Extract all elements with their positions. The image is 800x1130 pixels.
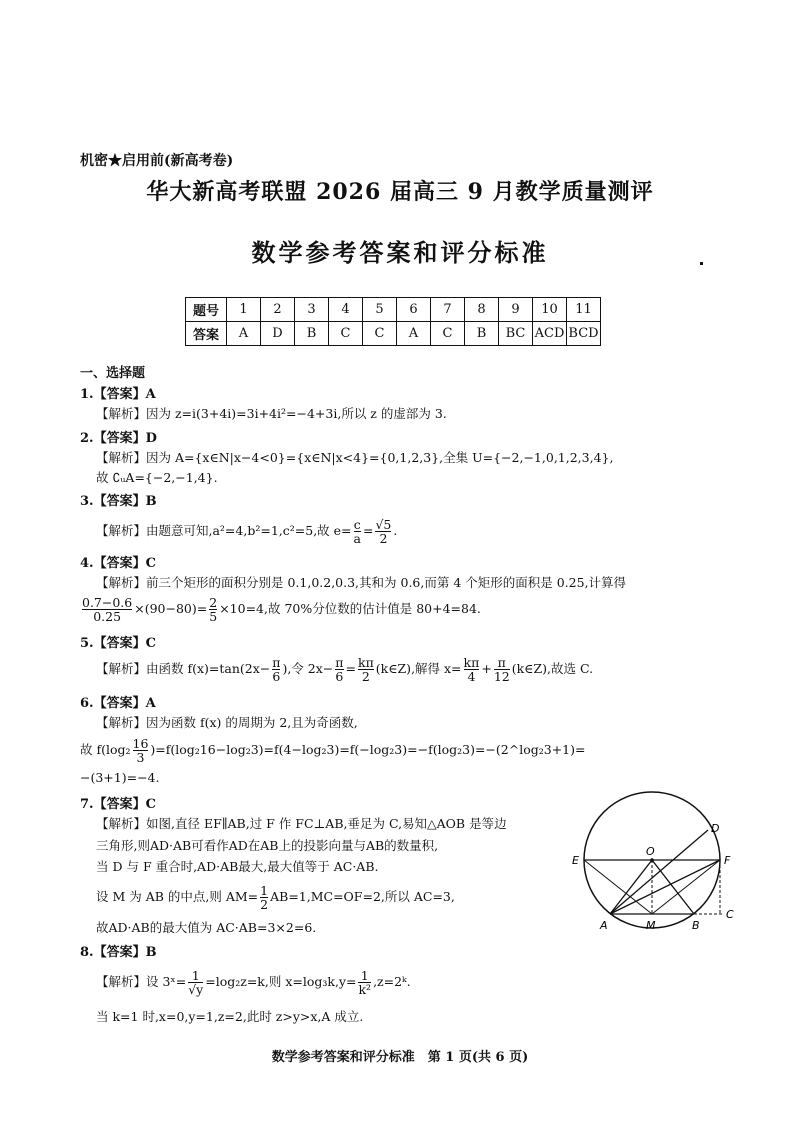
segment-mf (652, 860, 720, 914)
text-part: )=f(log₂16−log₂3)=f(4−log₂3)=f(−log₂3)=−f(log₂3)=−(2^log₂3+1)= (150, 742, 586, 757)
fraction (209, 596, 217, 623)
table-cell: A (397, 322, 431, 346)
q5-solution (96, 656, 593, 683)
table-cell: 7 (431, 298, 465, 322)
q3-solution (96, 518, 397, 545)
fraction (354, 518, 361, 545)
text-part: = (345, 661, 356, 676)
q7-solution-line5: 故AD·AB的最大值为 AC·AB=3×2=6. (96, 920, 317, 935)
label-f: F (724, 854, 731, 867)
row-label: 答案 (186, 322, 227, 346)
text-part: (k∈Z),解得 x= (375, 661, 462, 676)
numerator: π (335, 655, 344, 670)
fraction (375, 518, 391, 545)
numerator: 16 (132, 736, 149, 751)
q8-answer: 8.【答案】B (80, 945, 157, 960)
denominator: 6 (335, 669, 344, 684)
denominator: 2 (260, 897, 269, 912)
numerator: 1 (260, 883, 269, 898)
q8-solution-line1 (96, 969, 411, 996)
row-label: 题号 (186, 298, 227, 322)
table-cell: C (329, 322, 363, 346)
table-cell: A (227, 322, 261, 346)
table-cell: 9 (499, 298, 533, 322)
label-o: O (646, 845, 655, 858)
denominator: √y (188, 982, 204, 997)
label-d: D (711, 822, 720, 835)
table-cell: 5 (363, 298, 397, 322)
denominator: 6 (272, 669, 281, 684)
table-cell: C (431, 322, 465, 346)
q1-answer: 1.【答案】A (80, 387, 156, 402)
q7-solution-line3: 当 D 与 F 重合时,AD·AB最大,最大值等于 AC·AB. (96, 859, 379, 874)
segment-ob (652, 860, 694, 914)
q6-answer: 6.【答案】A (80, 696, 156, 711)
section-title: 一、选择题 (80, 366, 146, 381)
numerator: √5 (375, 517, 392, 532)
text-part: 【解析】由题意可知,a²=4,b²=1,c²=5,故 e= (96, 523, 352, 538)
numerator: kπ (358, 655, 374, 670)
text-part: 【解析】设 3ˣ= (96, 974, 187, 989)
q2-solution-line1: 【解析】因为 A={x∈N|x−4<0}={x∈N|x<4}={0,1,2,3},全集 U={−2,−1,0,1,2,3,4}, (96, 450, 614, 465)
answer-table (185, 297, 601, 346)
numerator: π (272, 655, 281, 670)
q3-answer: 3.【答案】B (80, 494, 157, 509)
fraction (464, 656, 480, 683)
q8-solution-line2: 当 k=1 时,x=0,y=1,z=2,此时 z>y>x,A 成立. (96, 1009, 364, 1024)
text-part: = (362, 523, 374, 538)
segment-ad (610, 830, 708, 914)
fraction (133, 737, 149, 764)
text-part: 故 f(log₂ (80, 742, 131, 757)
table-cell: 1 (227, 298, 261, 322)
label-e: E (572, 854, 579, 867)
denominator: 3 (136, 750, 145, 765)
table-cell: 8 (465, 298, 499, 322)
q5-answer: 5.【答案】C (80, 636, 156, 651)
table-cell: ACD (533, 322, 567, 346)
page-footer: 数学参考答案和评分标准 第 1 页(共 6 页) (271, 1050, 529, 1065)
q7-solution-line2: 三角形,则AD·AB可看作AD在AB上的投影向量与AB的数量积, (96, 838, 439, 853)
denominator: 4 (467, 669, 476, 684)
fraction (82, 596, 132, 623)
q6-solution-line3: −(3+1)=−4. (80, 770, 160, 785)
numerator: c (353, 517, 361, 532)
table-cell: 10 (533, 298, 567, 322)
table-cell: 2 (261, 298, 295, 322)
text-part: 设 M 为 AB 的中点,则 AM= (96, 889, 259, 904)
text-part: . (393, 523, 398, 538)
answer-row (186, 322, 601, 346)
q2-answer: 2.【答案】D (80, 431, 157, 446)
table-cell: B (465, 322, 499, 346)
text-part: ,z=2ᵏ. (373, 974, 411, 989)
numerator: kπ (463, 655, 480, 670)
q6-solution-line1: 【解析】因为函数 f(x) 的周期为 2,且为奇函数, (96, 715, 358, 730)
fraction (494, 656, 510, 683)
label-a: A (600, 919, 608, 932)
fraction (188, 969, 203, 996)
q2-solution-line2: 故 ∁ᵤA={−2,−1,4}. (96, 470, 218, 485)
denominator: 0.25 (93, 609, 122, 624)
q4-solution-line2 (80, 596, 481, 623)
table-cell: BC (499, 322, 533, 346)
text-part: ),令 2x− (282, 661, 334, 676)
table-cell: BCD (567, 322, 601, 346)
fraction (358, 969, 371, 996)
text-part: ×(90−80)= (134, 601, 208, 616)
stray-dot (700, 262, 703, 265)
question-number-row (186, 298, 601, 322)
numerator: π (494, 656, 510, 670)
denominator: 2 (379, 531, 388, 546)
center-point (650, 858, 654, 862)
label-m: M (646, 919, 656, 932)
denominator: a (353, 531, 361, 546)
q1-solution: 【解析】因为 z=i(3+4i)=3i+4i²=−4+3i,所以 z 的虚部为 3. (96, 406, 447, 421)
q7-solution-line1: 【解析】如图,直径 EF∥AB,过 F 作 FC⊥AB,垂足为 C,易知△AOB 是等边 (96, 816, 507, 831)
denominator: 5 (209, 609, 218, 624)
table-cell: 3 (295, 298, 329, 322)
fraction (272, 656, 280, 683)
text-part: ×10=4,故 70%分位数的估计值是 80+4=84. (219, 601, 481, 616)
exam-title: 华大新高考联盟 2026 届高三 9 月教学质量测评 (146, 179, 654, 205)
q4-answer: 4.【答案】C (80, 556, 156, 571)
table-cell: 6 (397, 298, 431, 322)
numerator: 1 (188, 969, 203, 983)
numerator: 0.7−0.6 (82, 595, 133, 610)
label-c: C (726, 908, 734, 921)
denominator: k² (358, 982, 372, 997)
q4-solution-line1: 【解析】前三个矩形的面积分别是 0.1,0.2,0.3,其和为 0.6,而第 4 个矩形的面积是 0.25,计算得 (96, 575, 627, 590)
table-cell: D (261, 322, 295, 346)
fraction (358, 656, 374, 683)
q7-solution-line4 (96, 884, 455, 911)
denominator: 2 (361, 669, 370, 684)
segment-oa (610, 860, 652, 914)
segment-af (610, 860, 720, 914)
table-cell: B (295, 322, 329, 346)
text-part: AB=1,MC=OF=2,所以 AC=3, (270, 889, 455, 904)
text-part: =log₂z=k,则 x=log₃k,y= (205, 974, 357, 989)
numerator: 2 (209, 595, 218, 610)
text-part: 【解析】由函数 f(x)=tan(2x− (96, 661, 271, 676)
confidential-note: 机密★启用前(新高考卷) (80, 153, 234, 169)
label-b: B (692, 919, 700, 932)
table-cell: 4 (329, 298, 363, 322)
document-title: 数学参考答案和评分标准 (251, 238, 549, 267)
text-part: (k∈Z),故选 C. (511, 661, 594, 676)
q7-answer: 7.【答案】C (80, 797, 156, 812)
circle-diagram (560, 787, 745, 942)
text-part: + (481, 661, 492, 676)
table-cell: C (363, 322, 397, 346)
fraction (335, 656, 343, 683)
numerator: 1 (358, 969, 371, 983)
table-cell: 11 (567, 298, 601, 322)
fraction (260, 884, 268, 911)
q6-solution-line2 (80, 737, 585, 764)
denominator: 12 (493, 669, 510, 684)
